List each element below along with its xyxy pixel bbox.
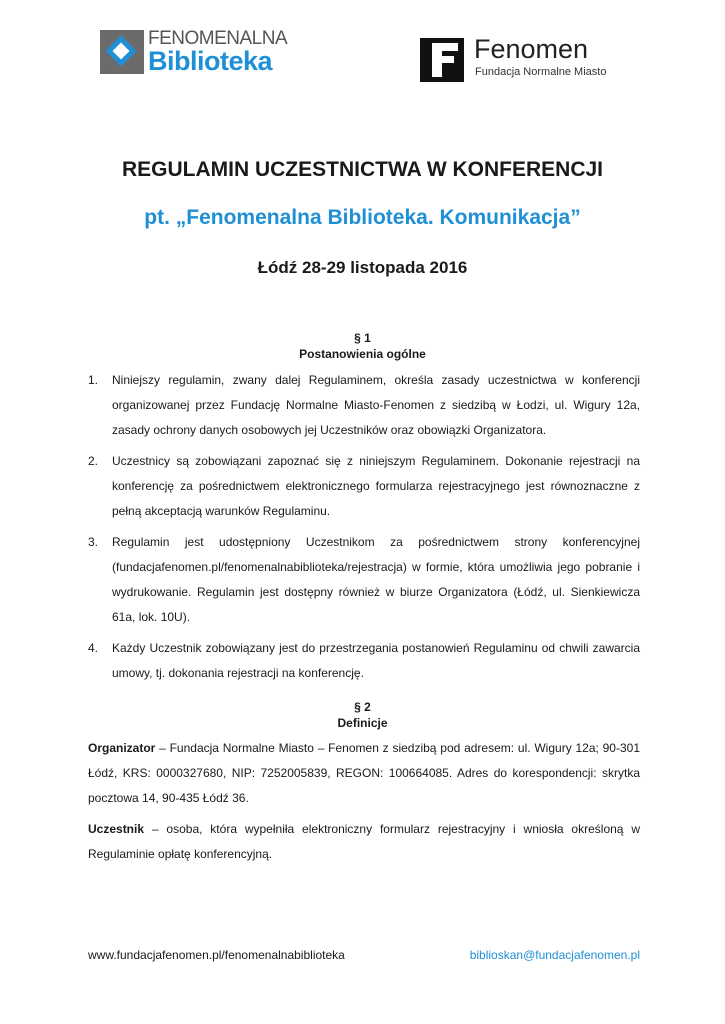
footer-email-link[interactable]: biblioskan@fundacjafenomen.pl [469,948,640,962]
list-item [88,368,640,443]
list-item-number: 3. [88,535,99,549]
section-1-number: § 1 [354,331,371,345]
definition-term: Uczestnik [88,822,145,836]
list-item [88,449,640,524]
definition-organizator [88,736,640,811]
list-item-text: Każdy Uczestnik zobowiązany jest do przestrzegania postanowień Regulaminu od chwili zawarcia umowy, tj. dokonania rejestracji na konferencję. [112,641,640,680]
list-item-number: 4. [88,641,99,655]
footer-website-link[interactable]: www.fundacjafenomen.pl/fenomenalnabiblioteka [88,948,345,962]
section-2-number: § 2 [354,700,371,714]
logo-right-line2: Fundacja Normalne Miasto [475,66,607,78]
list-item [88,636,640,686]
logo-right-line1: Fenomen [474,34,589,64]
list-item [88,530,640,630]
list-item-text: Uczestnicy są zobowiązani zapoznać się z niniejszym Regulaminem. Dokonanie rejestracji na konferencję za pośrednictwem elektronicznego formularza rejestracyjnego jest równoznaczne z pełną akceptacją warunków Regulaminu. [112,454,640,518]
definition-term: Organizator [88,741,156,755]
document-title: REGULAMIN UCZESTNICTWA W KONFERENCJI [121,158,604,181]
list-item-number: 1. [88,373,99,387]
definition-uczestnik [88,817,640,867]
logo-left-line1: FENOMENALNA [148,28,288,49]
fenomenalna-biblioteka-logo [100,30,300,78]
list-item-number: 2. [88,454,99,468]
fenomen-f-icon [420,38,464,82]
list-item-text: Niniejszy regulamin, zwany dalej Regulaminem, określa zasady uczestnictwa w konferencji organizowanej przez Fundację Normalne Miasto-Fenomen z siedzibą w Łodzi, ul. Wigury 12a, zasady ochrony danych osobowych jej Uczestników oraz obowiązki Organizatora. [112,373,640,437]
section-1-heading: Postanowienia ogólne [299,347,426,361]
definition-text: – Fundacja Normalne Miasto – Fenomen z siedzibą pod adresem: ul. Wigury 12a; 90-301 Łódź, KRS: 0000327680, NIP: 7252005839, REGON: 100664085. Adres do korespondencji: skrytka pocztowa 14, 90-435 Łódź 36. [88,741,640,805]
document-date: Łódź 28-29 listopada 2016 [257,258,468,277]
section-2-heading: Definicje [337,716,388,730]
document-subtitle: pt. „Fenomenalna Biblioteka. Komunikacja” [144,206,581,229]
fenomen-foundation-logo [420,34,630,84]
definition-text: – osoba, która wypełniła elektroniczny formularz rejestracyjny i wniosła określoną w Regulaminie opłatę konferencyjną. [88,822,640,861]
list-item-text: Regulamin jest udostępniony Uczestnikom za pośrednictwem strony konferencyjnej (fundacjafenomen.pl/fenomenalnabiblioteka/rejestracja) w formie, która umożliwia jego pobranie i wydrukowanie. Regulamin jest dostępny również w biurze Organizatora (Łódź, ul. Sienkiewicza 61a, lok. 10U). [112,535,640,624]
logo-left-line2: Biblioteka [148,46,273,76]
